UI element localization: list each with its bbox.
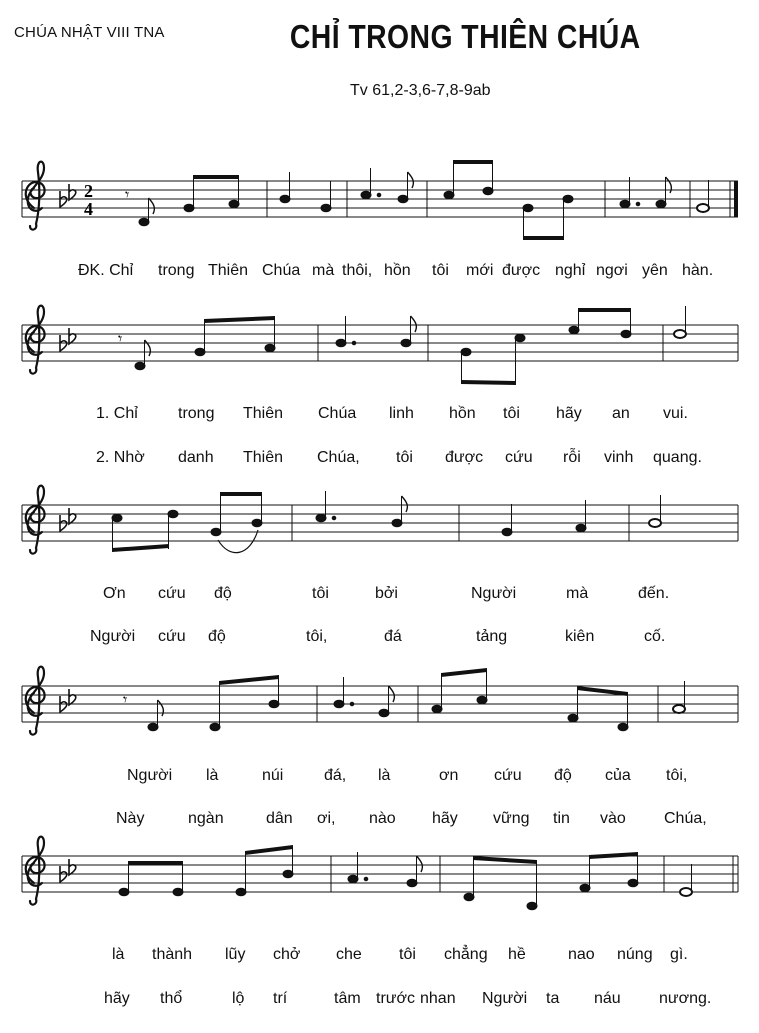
psalm-reference: Tv 61,2-3,6-7,8-9ab (350, 82, 491, 99)
lyric-word: cứu (494, 767, 522, 784)
lyric-word: trong (158, 262, 195, 279)
lyric-word: cứu (158, 585, 186, 602)
lyric-word: tôi (503, 405, 520, 422)
svg-text:2: 2 (84, 181, 93, 201)
lyric-word: tôi (396, 449, 413, 466)
lyric-word: tôi (312, 585, 329, 602)
lyric-word: hãy (556, 405, 582, 422)
lyric-word: dân (266, 810, 293, 827)
lyric-word: mới (466, 262, 494, 279)
lyric-word: vào (600, 810, 626, 827)
lyric-word: Người (90, 628, 136, 645)
lyric-word: đến. (638, 585, 670, 602)
lyric-word: ngàn (188, 810, 224, 827)
lyric-word: Này (116, 810, 145, 827)
staff-2 (22, 306, 738, 385)
lyric-word: Chúa (318, 405, 357, 422)
lyric-word: cứu (158, 628, 186, 645)
lyric-word: gì. (670, 946, 688, 963)
svg-text:𝄾: 𝄾 (125, 187, 130, 204)
lyric-word: được (502, 262, 541, 279)
lyric-word: Thiên (208, 262, 249, 279)
lyric-word: nương. (659, 990, 712, 1007)
lyric-word: tảng (476, 628, 508, 645)
lyric-word: vững (493, 810, 530, 827)
lyric-word: cố. (644, 628, 666, 645)
lyric-word: Ơn (103, 585, 126, 602)
lyric-word: ngơi (596, 262, 628, 279)
lyric-word: trong (178, 405, 215, 422)
lyric-word: mà (566, 585, 589, 602)
lyric-word: ta (546, 990, 560, 1007)
lyric-word: độ (208, 628, 226, 645)
lyric-word: đá (384, 628, 402, 645)
lyric-word: an (612, 405, 630, 422)
svg-text:𝄾: 𝄾 (118, 331, 123, 348)
lyric-word: độ (554, 767, 572, 784)
lyric-word: ĐK. Chỉ (78, 262, 134, 279)
lyric-word: danh (178, 449, 214, 466)
lyric-word: lộ (232, 990, 245, 1007)
lyric-word: quang. (653, 449, 702, 466)
lyric-word: ơn (439, 767, 459, 784)
lyric-word: bởi (375, 585, 398, 602)
lyric-word: là (378, 767, 391, 784)
lyric-word: tôi (432, 262, 449, 279)
lyric-word: Chúa, (664, 810, 707, 827)
lyric-word: hồn (384, 262, 411, 279)
lyric-word: yên (642, 262, 668, 279)
lyric-word: thành (152, 946, 193, 963)
lyric-word: đá, (324, 767, 347, 784)
lyric-word: Người (127, 767, 173, 784)
lyric-word: vui. (663, 405, 688, 422)
lyric-word: thôi, (342, 262, 373, 279)
header-occasion: CHÚA NHẬT VIII TNA (14, 24, 165, 41)
lyric-word: nghỉ (555, 262, 586, 279)
lyric-word: Người (471, 585, 517, 602)
lyric-word: Thiên (243, 405, 284, 422)
staff-3 (22, 486, 738, 554)
lyric-word: hàn. (682, 262, 714, 279)
lyric-word: hề (508, 946, 526, 963)
svg-text:4: 4 (84, 199, 93, 219)
lyric-word: núi (262, 767, 284, 784)
lyric-word: linh (389, 405, 414, 422)
lyric-word: rỗi (563, 449, 581, 466)
lyric-word: vinh (604, 449, 634, 466)
lyric-word: độ (214, 585, 232, 602)
staff-4 (22, 667, 738, 735)
lyric-word: nào (369, 810, 396, 827)
lyric-word: là (206, 767, 219, 784)
staff-1 (22, 160, 738, 240)
lyric-word: hãy (432, 810, 458, 827)
lyric-word: lũy (225, 946, 246, 963)
lyric-word: trước (376, 990, 415, 1007)
lyric-word: nao (568, 946, 595, 963)
lyric-word: Thiên (243, 449, 284, 466)
lyric-word: Chúa (262, 262, 301, 279)
lyric-word: 2. Nhờ (96, 449, 145, 466)
lyric-word: Chúa, (317, 449, 360, 466)
lyric-word: chở (273, 946, 301, 963)
svg-text:𝄾: 𝄾 (123, 692, 128, 709)
lyric-word: tâm (334, 990, 361, 1007)
lyric-word: 1. Chỉ (96, 405, 138, 422)
lyric-word: là (112, 946, 125, 963)
lyric-word: được (445, 449, 484, 466)
lyric-word: Người (482, 990, 528, 1007)
lyric-word: ơi, (317, 810, 336, 827)
lyric-word: chẳng (444, 946, 488, 963)
lyric-word: mà (312, 262, 335, 279)
lyric-word: tôi, (666, 767, 688, 784)
lyric-word: náu (594, 990, 621, 1007)
lyric-word: kiên (565, 628, 595, 645)
lyric-word: che (336, 946, 362, 963)
lyric-word: nhan (420, 990, 456, 1007)
lyric-word: hãy (104, 990, 130, 1007)
lyric-word: hồn (449, 405, 476, 422)
lyric-word: trí (273, 990, 288, 1007)
lyric-word: của (605, 767, 631, 784)
lyric-word: cứu (505, 449, 533, 466)
lyric-word: thổ (160, 990, 183, 1007)
lyric-word: tôi (399, 946, 416, 963)
lyric-word: tôi, (306, 628, 328, 645)
staff-5 (22, 837, 738, 910)
lyric-word: tin (553, 810, 570, 827)
lyric-word: núng (617, 946, 653, 963)
